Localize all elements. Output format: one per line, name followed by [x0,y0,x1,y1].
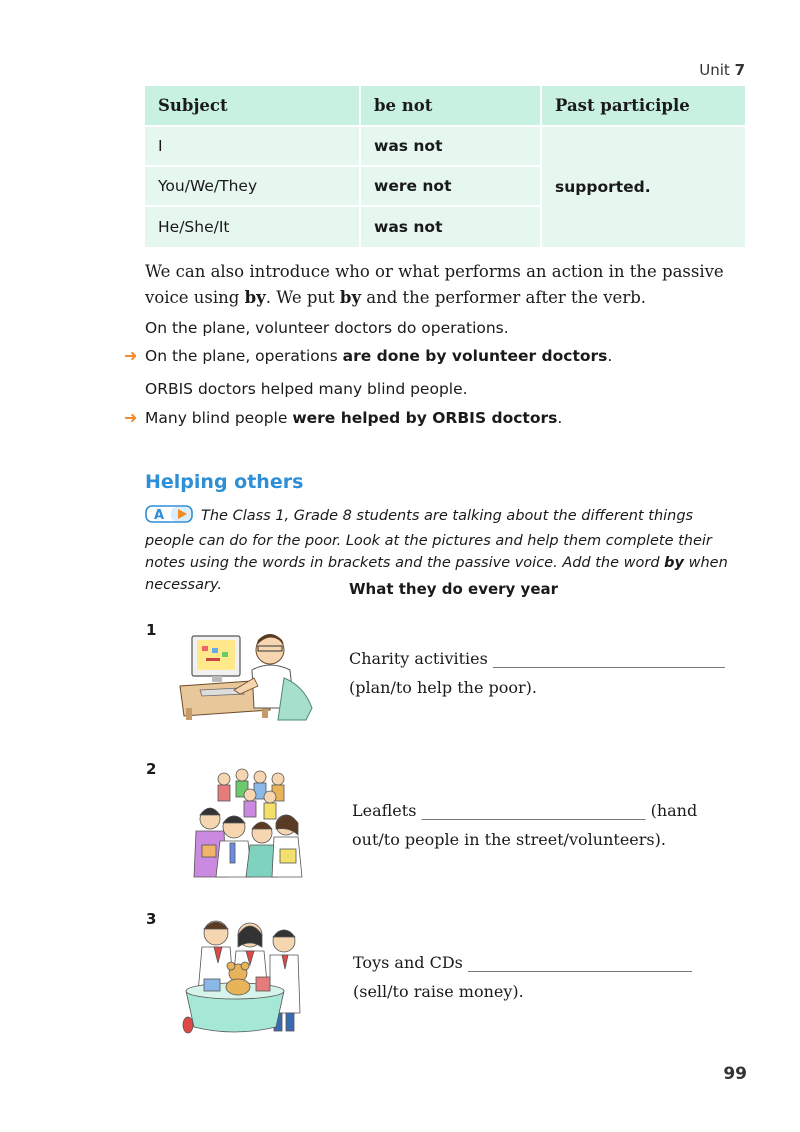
exercise-line: (plan/to help the poor). [349,678,537,697]
table-cell-be-not: was not [360,206,541,247]
arrow-right-icon: ➜ [124,408,138,427]
table-row [145,126,745,166]
intro-by: by [244,288,266,307]
table-header-subject: Subject [145,86,360,126]
passive-text: . [607,347,613,365]
intro-text: We can also introduce who or what performs an action in the passive voice using [145,262,724,307]
page-number: 99 [723,1064,747,1084]
exercise-text-1 [349,644,729,702]
instruction-bold: by [664,555,685,571]
exercise-text-2 [352,796,732,854]
instruction-text: when necessary. [145,555,728,593]
intro-text: and the performer after the verb. [361,288,647,307]
exercise-line: Toys and CDs ____________________________ [353,953,692,972]
exercise-number-1: 1 [146,621,157,639]
exercise-number-2: 2 [146,760,157,778]
passive-text: . [557,409,563,427]
sub-heading: What they do every year [349,580,559,598]
table-cell-participle: supported. [541,126,745,247]
arrow-right-icon: ➜ [124,346,138,365]
activity-badge-letter: A [154,508,165,523]
unit-word: Unit [699,61,730,79]
exercise-line: Charity activities _____________________________ [349,649,725,668]
table-header-participle: Past participle [541,86,745,126]
passive-bold: were helped by ORBIS doctors [292,409,558,427]
passive-text: Many blind people [145,409,293,427]
table-header-be-not: be not [360,86,541,126]
exercise-text-3 [353,948,733,1006]
example-active-2: ORBIS doctors helped many blind people. [145,380,468,398]
computer-student-illustration [178,628,318,726]
table-cell-subject: You/We/They [145,166,360,206]
exercise-number-3: 3 [146,910,157,928]
table-cell-subject: I [145,126,360,166]
example-passive-1 [145,347,612,365]
intro-by: by [339,288,362,307]
intro-paragraph [145,259,745,311]
exercise-line: Leaflets ____________________________ (hand [352,801,698,820]
passive-text: On the plane, operations [145,347,343,365]
table-cell-subject: He/She/It [145,206,360,247]
table-cell-be-not: was not [360,126,541,166]
grammar-table [145,86,745,247]
charity-sale-illustration [180,913,306,1043]
instruction-text: The Class 1, Grade 8 students are talking about the different things people can do for the poor. Look at the pictures and help them complete their notes using the words in brackets and the passive voice. Add the word [145,508,712,571]
unit-label [699,61,745,79]
exercise-line: out/to people in the street/volunteers). [352,830,666,849]
exercise-line: (sell/to raise money). [353,982,524,1001]
passive-bold: are done by volunteer doctors [342,347,608,365]
table-header-row [145,86,745,126]
intro-text: . We put [265,288,340,307]
activity-a-icon [145,505,195,530]
section-title: Helping others [145,471,304,493]
example-passive-2 [145,409,562,427]
example-active-1: On the plane, volunteer doctors do operations. [145,319,509,337]
table-cell-be-not: were not [360,166,541,206]
leaflets-crowd-illustration [186,765,306,887]
unit-number: 7 [734,61,745,79]
